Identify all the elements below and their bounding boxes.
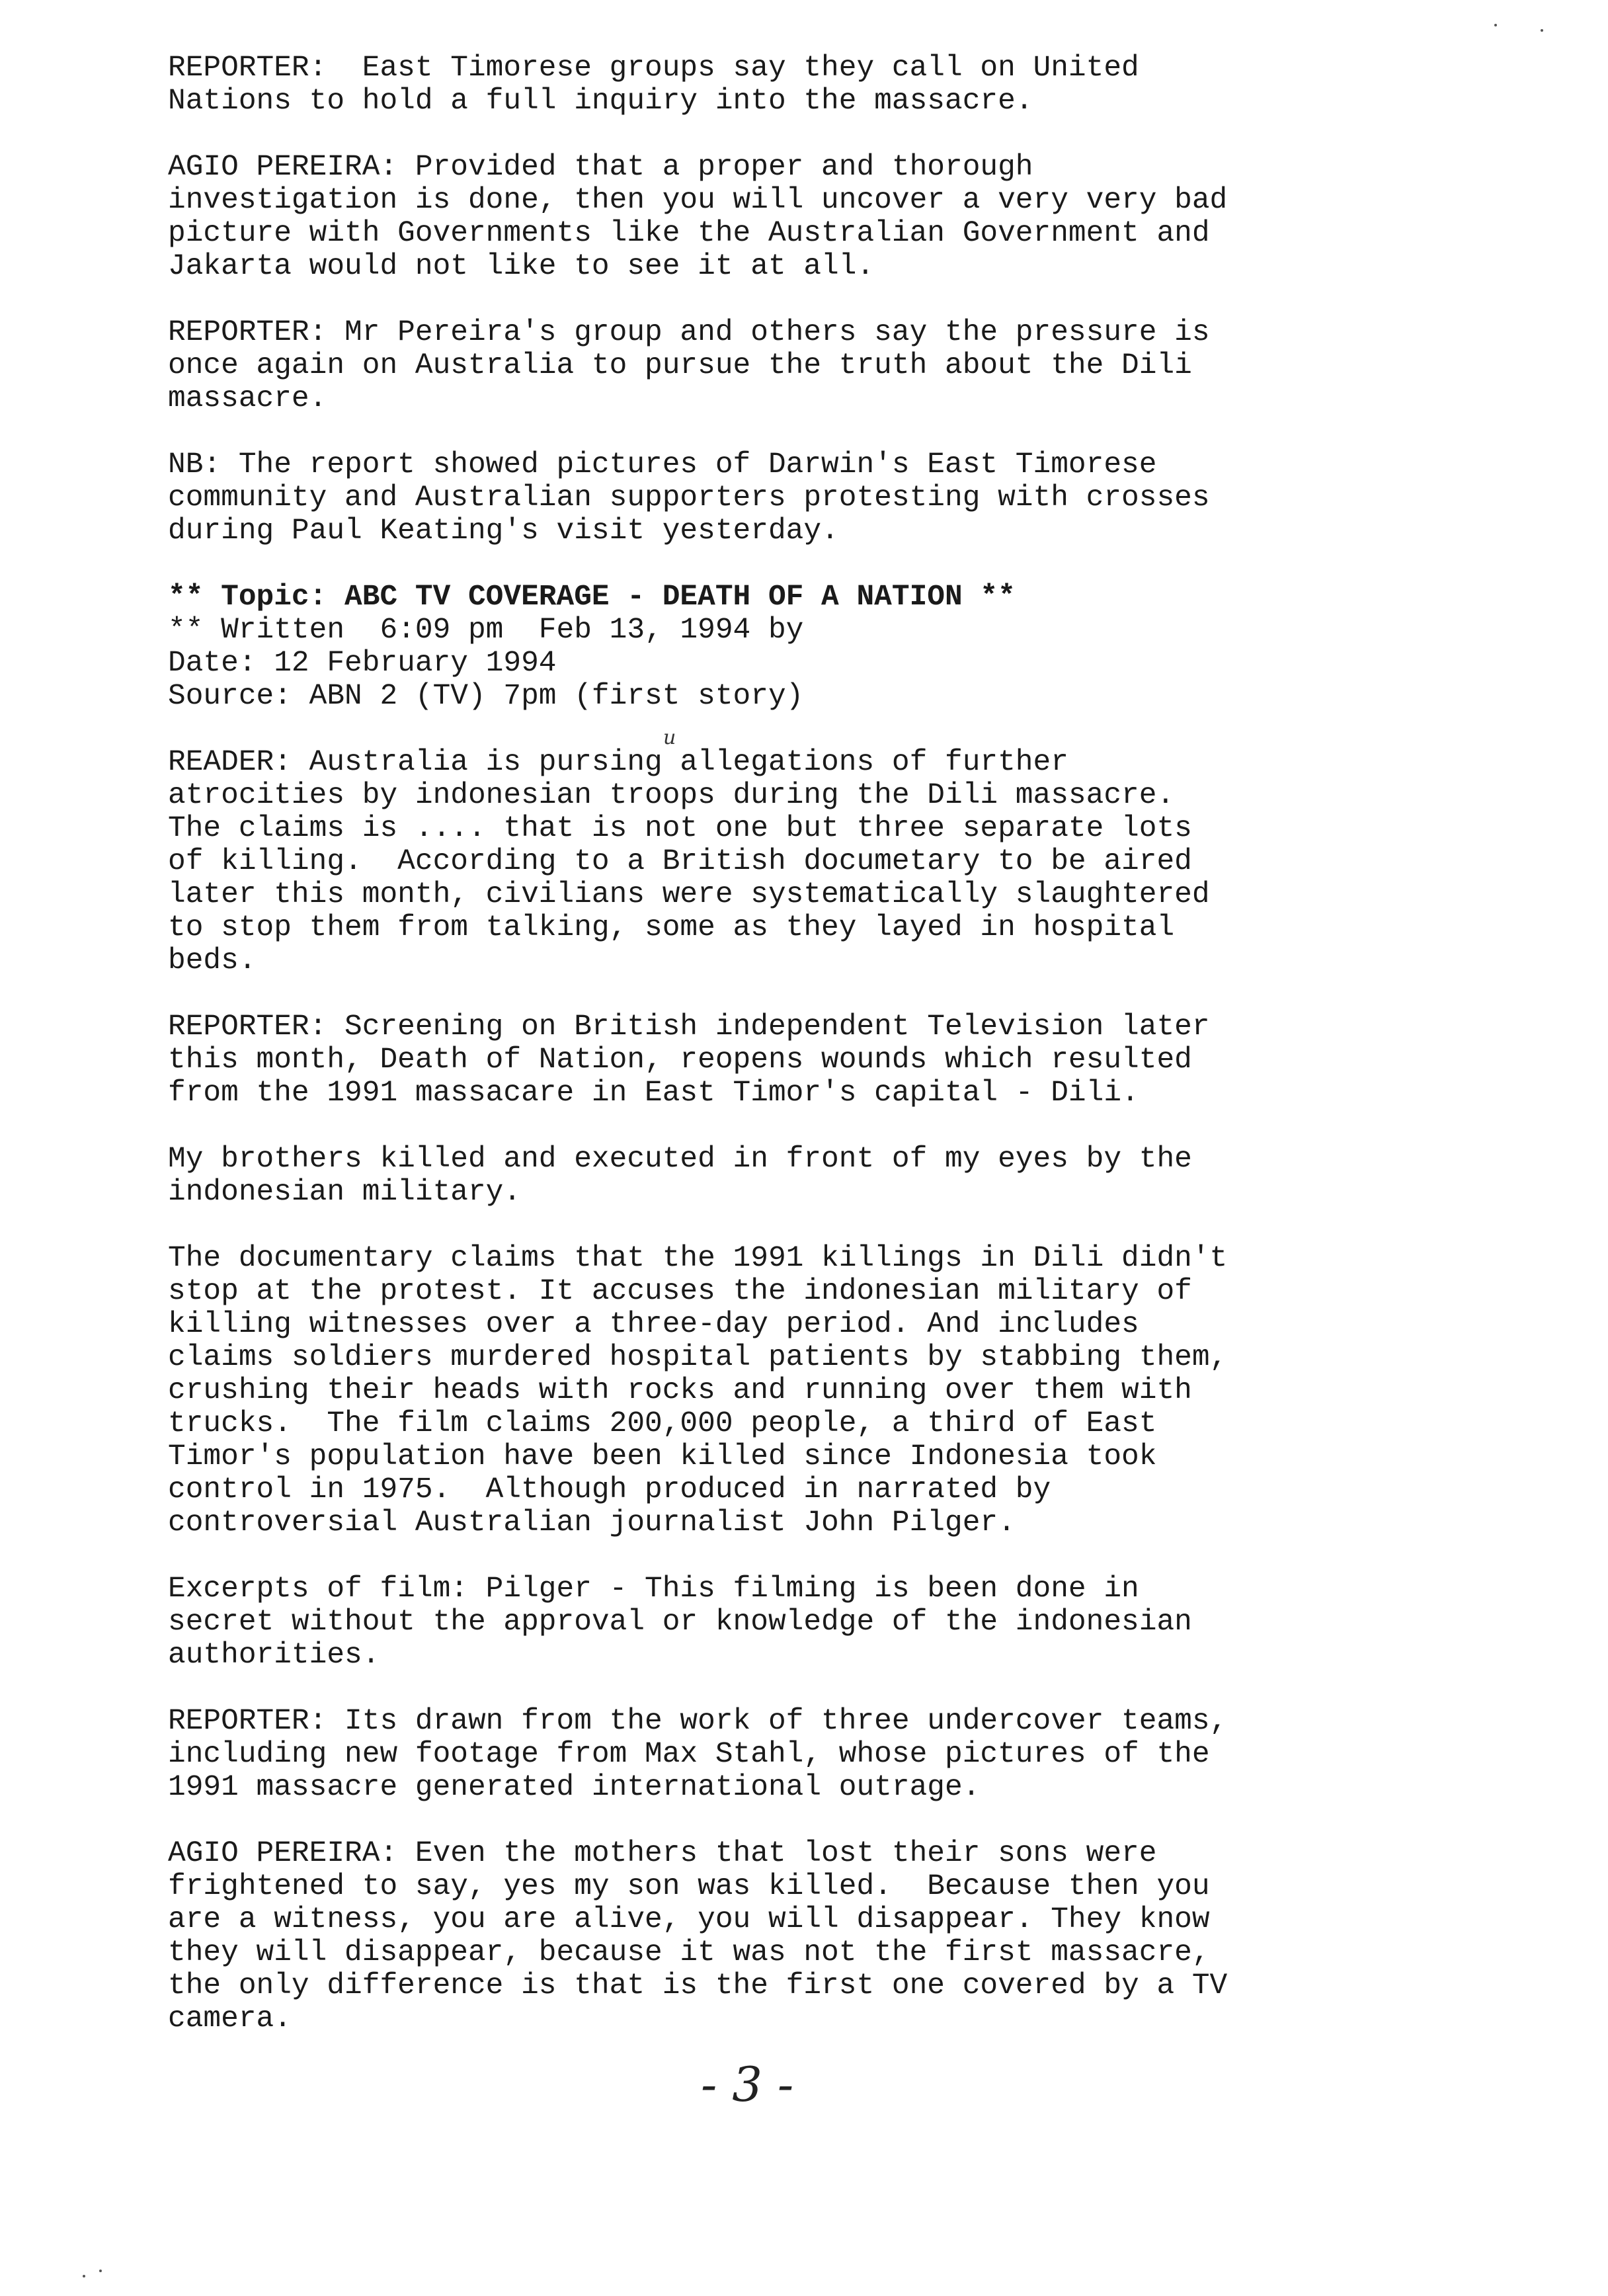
text-line: are a witness, you are alive, you will disappear. They know: [168, 1903, 1210, 1936]
text-line: including new footage from Max Stahl, whose pictures of the: [168, 1738, 1210, 1771]
text-line: atrocities by indonesian troops during the Dili massacre.: [168, 779, 1175, 812]
text-line: beds.: [168, 944, 257, 977]
text-line: 1991 massacre generated international outrage.: [168, 1771, 981, 1804]
date-line: Date: 12 February 1994: [168, 647, 557, 680]
paragraph: [168, 316, 1464, 415]
text-line: My brothers killed and executed in front of my eyes by the: [168, 1143, 1192, 1176]
scan-speck: [83, 2275, 85, 2277]
text-line: Nations to hold a full inquiry into the massacre.: [168, 85, 1033, 118]
text-line: indonesian military.: [168, 1176, 522, 1209]
text-line: authorities.: [168, 1639, 380, 1672]
paragraph: [168, 151, 1464, 283]
text-line: REPORTER: Its drawn from the work of three undercover teams,: [168, 1705, 1228, 1738]
paragraph: [168, 1143, 1464, 1209]
text-line: later this month, civilians were systematically slaughtered: [168, 878, 1210, 911]
text-line: frightened to say, yes my son was killed. Because then you: [168, 1870, 1210, 1903]
text-line: The claims is .... that is not one but three separate lots: [168, 812, 1192, 845]
text-line: community and Australian supporters protesting with crosses: [168, 481, 1210, 514]
text-line: the only difference is that is the first one covered by a TV: [168, 1969, 1228, 2002]
paragraph: [168, 1242, 1464, 1539]
text-line: Timor's population have been killed since Indonesia took: [168, 1440, 1157, 1473]
page-number: - 3 -: [701, 2057, 794, 2112]
text-line: claims soldiers murdered hospital patients by stabbing them,: [168, 1341, 1228, 1374]
text-line: investigation is done, then you will uncover a very very bad: [168, 184, 1228, 217]
paragraph: [168, 746, 1464, 977]
paragraph: [168, 1010, 1464, 1110]
text-line: control in 1975. Although produced in narrated by: [168, 1473, 1051, 1506]
text-line: they will disappear, because it was not the first massacre,: [168, 1936, 1210, 1969]
handwritten-correction: u: [663, 726, 676, 749]
paragraph: [168, 448, 1464, 548]
text-line: REPORTER: East Timorese groups say they call on United: [168, 52, 1139, 85]
text-line: crushing their heads with rocks and running over them with: [168, 1374, 1192, 1407]
text-line: stop at the protest. It accuses the indonesian military of: [168, 1275, 1192, 1308]
text-line: during Paul Keating's visit yesterday.: [168, 514, 839, 548]
text-line: once again on Australia to pursue the truth about the Dili: [168, 349, 1192, 382]
text-line: picture with Governments like the Australian Government and: [168, 217, 1210, 250]
text-line: from the 1991 massacare in East Timor's capital - Dili.: [168, 1077, 1139, 1110]
paragraph: [168, 1837, 1464, 2035]
text-line: to stop them from talking, some as they layed in hospital: [168, 911, 1175, 944]
scan-speck: [1541, 29, 1543, 32]
topic-line: ** Topic: ABC TV COVERAGE - DEATH OF A NATION **: [168, 581, 1016, 614]
text-line: of killing. According to a British documetary to be aired: [168, 845, 1192, 878]
text-line: AGIO PEREIRA: Even the mothers that lost their sons were: [168, 1837, 1157, 1870]
text-line: REPORTER: Screening on British independent Television later: [168, 1010, 1210, 1044]
text-line: controversial Australian journalist John Pilger.: [168, 1506, 1016, 1539]
paragraph: [168, 1573, 1464, 1672]
text-line: trucks. The film claims 200,000 people, a third of East: [168, 1407, 1157, 1440]
text-line: The documentary claims that the 1991 killings in Dili didn't: [168, 1242, 1228, 1275]
text-line: massacre.: [168, 382, 327, 415]
text-line: Excerpts of film: Pilger - This filming is been done in: [168, 1573, 1139, 1606]
text-line: Jakarta would not like to see it at all.: [168, 250, 875, 283]
text-line: AGIO PEREIRA: Provided that a proper and thorough: [168, 151, 1033, 184]
text-line: camera.: [168, 2002, 292, 2035]
bottom-section: [168, 746, 1464, 2035]
text-line: NB: The report showed pictures of Darwin's East Timorese: [168, 448, 1157, 481]
top-section: [168, 52, 1464, 548]
message-header: [168, 581, 1464, 713]
scan-speck: [99, 2270, 102, 2272]
document-page: [168, 52, 1464, 2069]
source-line: Source: ABN 2 (TV) 7pm (first story): [168, 680, 804, 713]
scan-speck: [1494, 24, 1497, 26]
text-line: REPORTER: Mr Pereira's group and others say the pressure is: [168, 316, 1210, 349]
written-line: ** Written 6:09 pm Feb 13, 1994 by: [168, 614, 804, 647]
paragraph: [168, 1705, 1464, 1804]
text-line: killing witnesses over a three-day period. And includes: [168, 1308, 1139, 1341]
paragraph: [168, 52, 1464, 118]
text-line: this month, Death of Nation, reopens wounds which resulted: [168, 1044, 1192, 1077]
text-line: secret without the approval or knowledge of the indonesian: [168, 1606, 1192, 1639]
text-line: READER: Australia is pursing allegations of further: [168, 746, 1068, 779]
